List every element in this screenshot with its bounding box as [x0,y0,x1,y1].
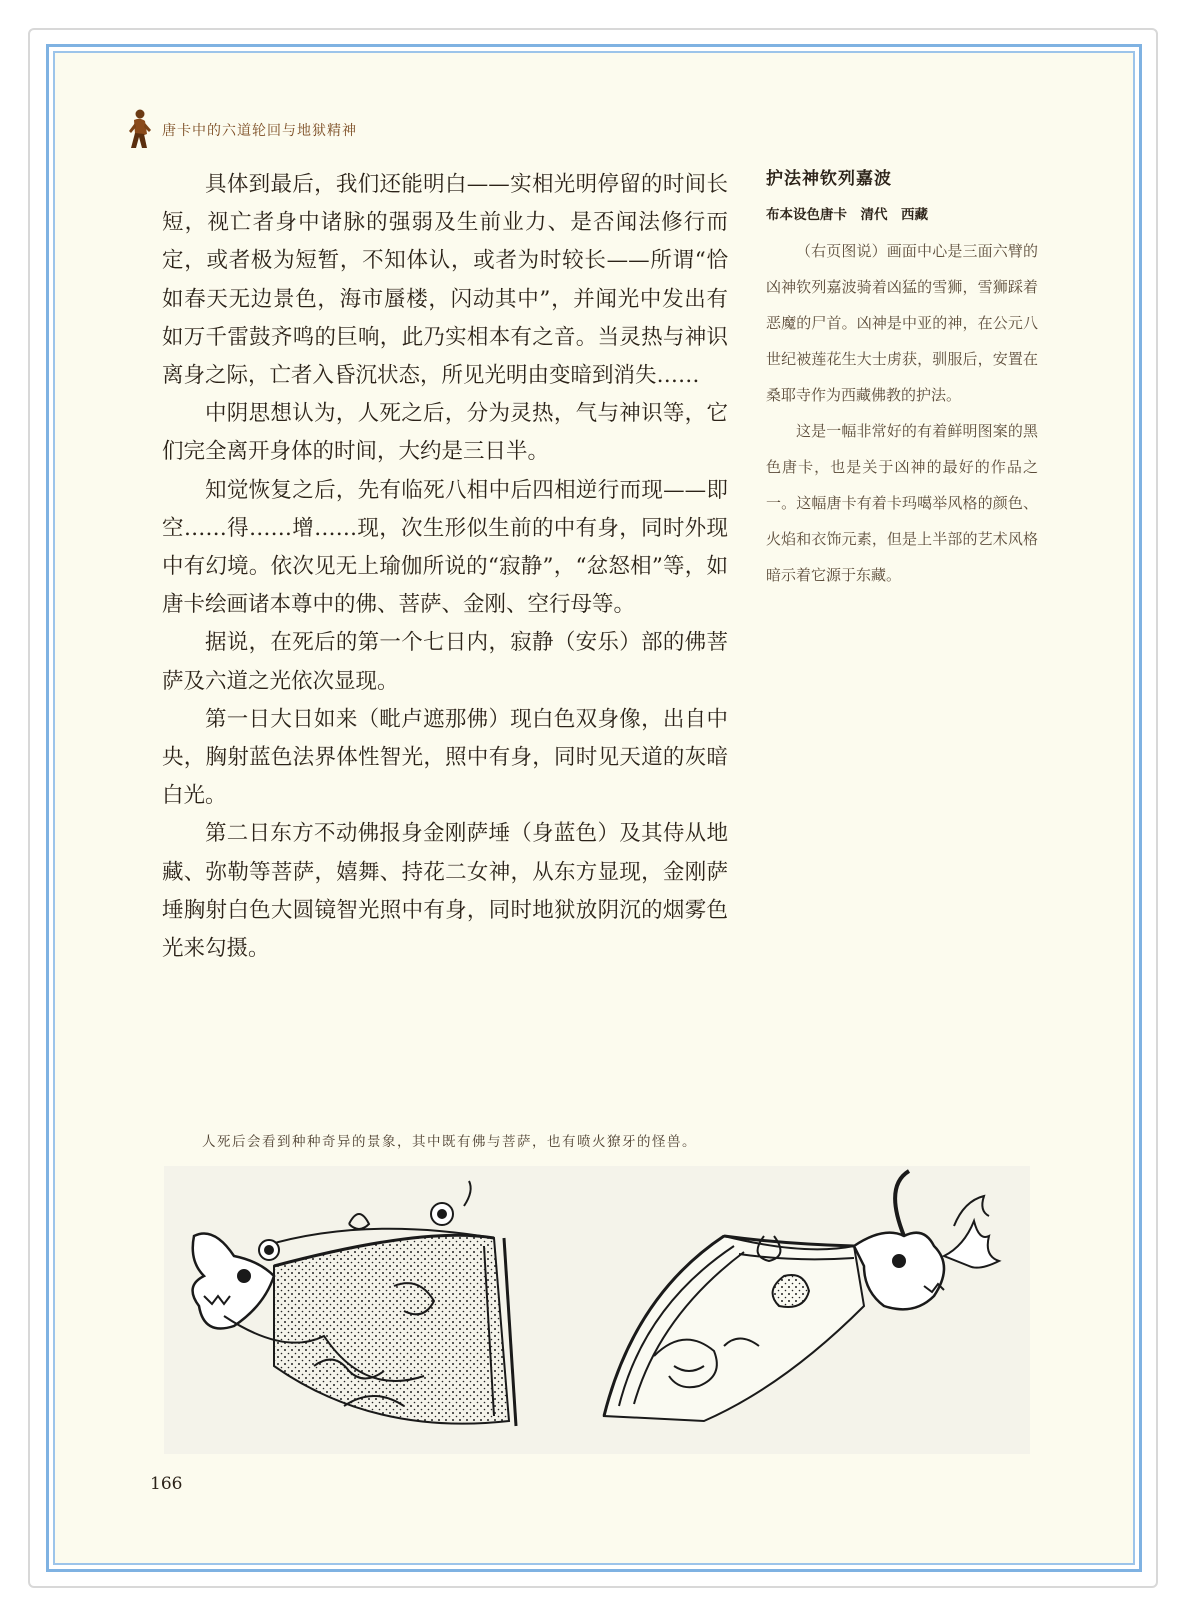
body-paragraph: 知觉恢复之后，先有临死八相中后四相逆行而现——即空……得……增……现，次生形似生前的中有身，同时外现中有幻境。依次见无上瑜伽所说的“寂静”，“忿怒相”等，如唐卡绘画诸本尊中的佛、菩萨、金刚、空行母等。 [162,477,728,618]
main-body-text [162,166,728,968]
dragon-drawing [164,1166,1030,1454]
dragon-illustration [164,1166,1030,1454]
page-number: 166 [150,1474,183,1494]
left-dragon-icon [193,1181,516,1426]
body-paragraph: 第二日东方不动佛报身金刚萨埵（身蓝色）及其侍从地藏、弥勒等菩萨，嬉舞、持花二女神，从东方显现，金刚萨埵胸射白色大圆镜智光照中有身，同时地狱放阴沉的烟雾色光来勾摄。 [162,821,728,962]
sidebar-paragraph: （右页图说）画面中心是三面六臂的凶神钦列嘉波骑着凶猛的雪狮，雪狮踩着恶魔的尸首。凶神是中亚的神，在公元八世纪被莲花生大士虏获，驯服后，安置在桑耶寺作为西藏佛教的护法。 [766,242,1038,404]
running-head-text: 唐卡中的六道轮回与地狱精神 [162,123,357,139]
body-paragraph: 中阴思想认为，人死之后，分为灵热，气与神识等，它们完全离开身体的时间，大约是三日半。 [162,401,728,465]
body-paragraph: 第一日大日如来（毗卢遮那佛）现白色双身像，出自中央，胸射蓝色法界体性智光，照中有身，同时见天道的灰暗白光。 [162,706,728,809]
sidebar-paragraph: 这是一幅非常好的有着鲜明图案的黑色唐卡，也是关于凶神的最好的作品之一。这幅唐卡有着卡玛噶举风格的颜色、火焰和衣饰元素，但是上半部的艺术风格暗示着它源于东藏。 [766,422,1038,584]
sidebar-subtitle: 布本设色唐卡 清代 西藏 [766,207,928,223]
body-paragraph: 具体到最后，我们还能明白——实相光明停留的时间长短，视亡者身中诸脉的强弱及生前业力、是否闻法修行而定，或者极为短暂，不知体认，或者为时较长——所谓“恰如春天无边景色，海市蜃楼，闪动其中”，并闻光中发出有如万千雷鼓齐鸣的巨响，此乃实相本有之音。当灵热与神识离身之际，亡者入昏沉状态，所见光明由变暗到消失…… [162,172,728,389]
monk-figure-icon [126,108,152,152]
running-head [126,108,357,152]
sidebar-caption [766,164,1038,593]
body-paragraph: 据说，在死后的第一个七日内，寂静（安乐）部的佛菩萨及六道之光依次显现。 [162,630,728,694]
figure-caption: 人死后会看到种种奇异的景象，其中既有佛与菩萨，也有喷火獠牙的怪兽。 [202,1134,697,1150]
right-dragon-icon [604,1171,999,1421]
sidebar-title: 护法神钦列嘉波 [766,169,892,189]
